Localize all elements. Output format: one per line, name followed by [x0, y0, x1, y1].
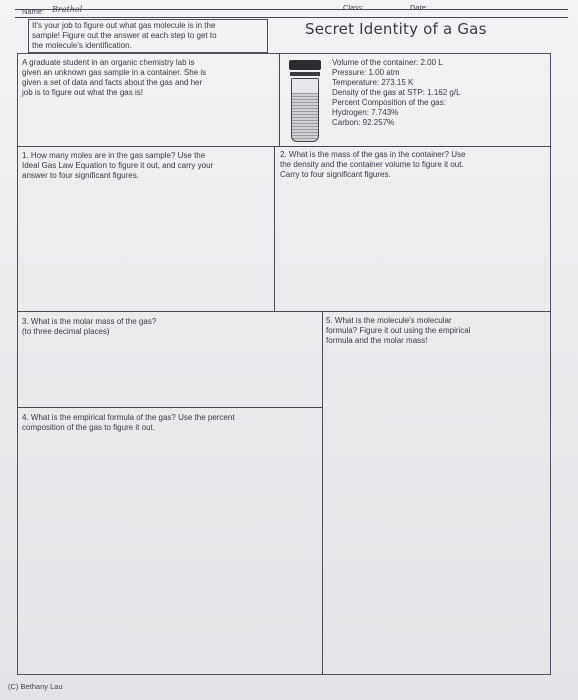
row-divider-1 — [17, 146, 551, 147]
header-top-line — [15, 9, 568, 10]
name-value[interactable]: Brathol — [52, 5, 83, 14]
fact-pressure: Pressure: 1.00 atm — [332, 68, 400, 77]
answer-area-3[interactable] — [20, 340, 318, 404]
fact-density: Density of the gas at STP: 1.162 g/L — [332, 88, 461, 97]
row-divider-3 — [17, 407, 323, 408]
answer-area-4[interactable] — [20, 438, 318, 670]
name-label: Name: — [22, 7, 45, 16]
question-4: 4. What is the empirical formula of the gas? Use the percent composition of the gas to figure it out. — [22, 413, 235, 432]
question-1: 1. How many moles are in the gas sample? Use the Ideal Gas Law Equation to figure it out, and carry your answer to four significant figures. — [22, 151, 214, 180]
fact-temperature: Temperature: 273.15 K — [332, 78, 414, 87]
col-divider-row1 — [279, 53, 280, 147]
date-label: Date: — [410, 3, 428, 12]
fact-volume: Volume of the container: 2.00 L — [332, 58, 443, 67]
answer-area-5[interactable] — [326, 350, 548, 670]
fact-hydrogen: Hydrogen: 7.743% — [332, 108, 399, 117]
question-2: 2. What is the mass of the gas in the container? Use the density and the container volume to figure it out. Carry to four significant figures. — [280, 150, 466, 179]
row-divider-2 — [17, 311, 551, 312]
scenario-text: A graduate student in an organic chemistry lab is given an unknown gas sample in a container. She is given a set of data and facts about the gas and her job is to figure out what the gas is! — [22, 58, 207, 97]
gas-facts-list — [332, 58, 461, 128]
intro-text: It's your job to figure out what gas molecule is in the sample! Figure out the answer at each step to get to the molecule's identification. — [32, 21, 217, 50]
copyright-footer: (C) Bethany Lau — [8, 682, 63, 691]
header-rule — [15, 17, 568, 18]
fact-carbon: Carbon: 92.257% — [332, 118, 395, 127]
gas-vial-icon — [289, 60, 321, 142]
page-title: Secret Identity of a Gas — [305, 20, 487, 38]
answer-area-1[interactable] — [20, 185, 270, 307]
col-divider-row2 — [274, 146, 275, 312]
question-5: 5. What is the molecule's molecular formula? Figure it out using the empirical formula and the molar mass! — [326, 316, 471, 345]
question-3: 3. What is the molar mass of the gas? (to three decimal places) — [22, 317, 157, 336]
answer-area-2[interactable] — [278, 185, 548, 307]
class-label: Class: — [343, 3, 364, 12]
fact-composition-heading: Percent Composition of the gas: — [332, 98, 446, 107]
col-divider-row3 — [322, 311, 323, 675]
